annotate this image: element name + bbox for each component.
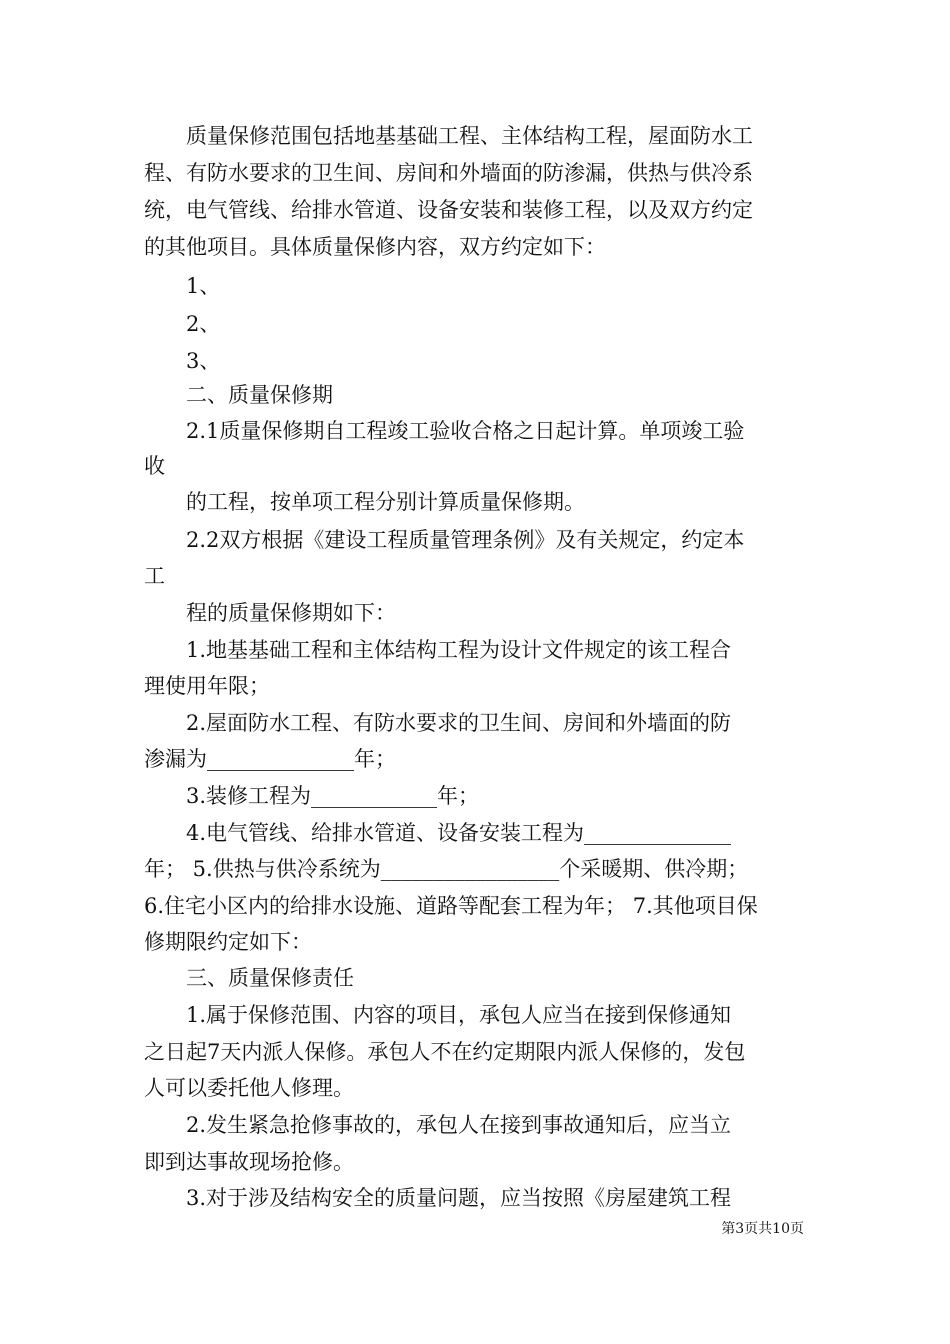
text-line: 2.屋面防水工程、有防水要求的卫生间、房间和外墙面的防 <box>144 711 732 735</box>
text-line: 程、有防水要求的卫生间、房间和外墙面的防渗漏，供热与供冷系 <box>144 161 753 185</box>
text-line: 1.地基基础工程和主体结构工程为设计文件规定的该工程合 <box>144 638 732 662</box>
text-line: 3.对于涉及结构安全的质量问题，应当按照《房屋建筑工程 <box>144 1186 732 1210</box>
text-line: 统，电气管线、给排水管道、设备安装和装修工程，以及双方约定 <box>144 198 753 222</box>
text-line: 的其他项目。具体质量保修内容，双方约定如下： <box>144 235 606 259</box>
text-line: 修期限约定如下： <box>144 930 312 954</box>
text-line: 渗漏为______________年； <box>144 747 396 771</box>
text-line: 2、 <box>144 312 221 336</box>
page-number: 第3页共10页 <box>721 1221 804 1237</box>
text-line: 的工程，按单项工程分别计算质量保修期。 <box>144 490 585 514</box>
section-heading: 三、质量保修责任 <box>144 966 354 990</box>
text-line: 之日起7天内派人保修。承包人不在约定期限内派人保修的，发包 <box>144 1040 746 1064</box>
section-heading: 二、质量保修期 <box>144 383 333 407</box>
text-line: 2.发生紧急抢修事故的，承包人在接到事故通知后，应当立 <box>144 1113 732 1137</box>
text-line: 理使用年限； <box>144 674 270 698</box>
text-line: 程的质量保修期如下： <box>144 601 396 625</box>
text-line: 年； 5.供热与供冷系统为_________________个采暖期、供冷期； <box>144 857 749 881</box>
text-line: 6.住宅小区内的给排水设施、道路等配套工程为年； 7.其他项目保 <box>144 894 758 918</box>
text-line: 4.电气管线、给排水管道、设备安装工程为______________ <box>144 821 732 845</box>
text-line: 人可以委托他人修理。 <box>144 1076 354 1100</box>
text-line: 收 <box>144 454 165 478</box>
text-line: 3、 <box>144 349 221 373</box>
text-line: 工 <box>144 564 165 588</box>
text-line: 1.属于保修范围、内容的项目，承包人应当在接到保修通知 <box>144 1003 732 1027</box>
text-line: 1、 <box>144 274 221 298</box>
text-line: 即到达事故现场抢修。 <box>144 1150 354 1174</box>
text-line: 质量保修范围包括地基基础工程、主体结构工程，屋面防水工 <box>144 124 753 148</box>
text-line: 2.1质量保修期自工程竣工验收合格之日起计算。单项竣工验 <box>144 419 745 443</box>
text-line: 2.2双方根据《建设工程质量管理条例》及有关规定，约定本 <box>144 528 745 552</box>
text-line: 3.装修工程为____________年； <box>144 784 480 808</box>
